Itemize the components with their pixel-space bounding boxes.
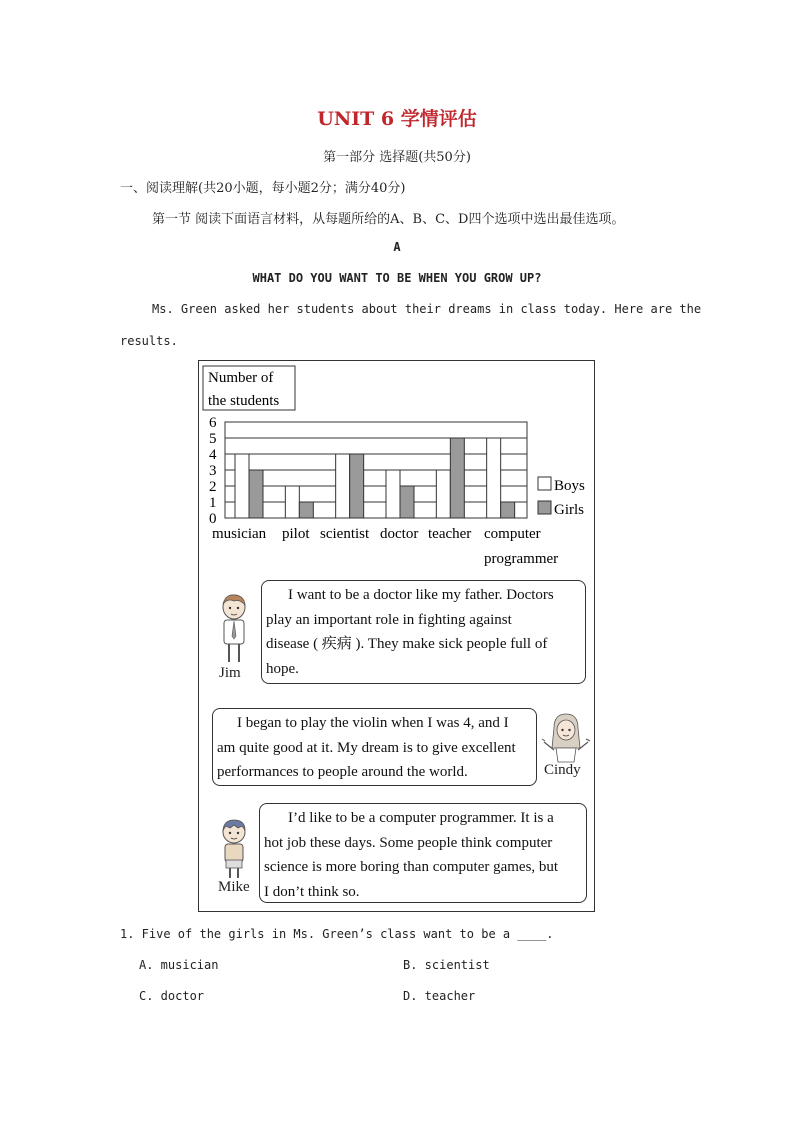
ylabel-line1: Number of xyxy=(208,370,274,386)
page-title: UNIT 6 学情评估 xyxy=(317,108,477,130)
x-category-label: computer xyxy=(484,526,541,542)
passage-heading: WHAT DO YOU WANT TO BE WHEN YOU GROW UP? xyxy=(252,271,542,285)
mike-avatar xyxy=(216,818,252,880)
ylabel-line2: the students xyxy=(208,393,280,409)
x-category-label: musician xyxy=(212,526,267,542)
option-a[interactable]: A. musician xyxy=(139,958,219,972)
bubble-line: I’d like to be a computer programmer. It is a xyxy=(288,810,554,826)
legend-label-boys: Boys xyxy=(554,478,585,494)
bubble-line: I don’t think so. xyxy=(264,883,360,900)
bar-girls-musician xyxy=(249,470,263,518)
legend-swatch-boys xyxy=(538,477,551,490)
legend-swatch-girls xyxy=(538,501,551,514)
bar-boys-teacher xyxy=(436,470,450,518)
section-heading: 一、阅读理解(共20小题，每小题2分；满分40分) xyxy=(120,181,406,196)
jim-avatar xyxy=(214,592,254,664)
speech-bubble-mike xyxy=(259,803,587,903)
bar-boys-musician xyxy=(235,454,249,518)
y-tick-label: 5 xyxy=(209,431,217,447)
passage-intro-line1: Ms. Green asked her students about their dreams in class today. Here are the xyxy=(152,302,702,316)
bubble-line: performances to people around the world. xyxy=(217,764,468,780)
speaker-name-jim: Jim xyxy=(219,665,241,681)
y-tick-label: 2 xyxy=(209,479,217,495)
passage-letter: A xyxy=(393,240,401,254)
bar-boys-pilot xyxy=(285,486,299,518)
subsection-instruction: 第一节 阅读下面语言材料，从每题所给的A、B、C、D四个选项中选出最佳选项。 xyxy=(152,212,625,227)
y-tick-label: 0 xyxy=(209,511,217,527)
x-category-label: teacher xyxy=(428,526,472,542)
bubble-line: play an important role in fighting against xyxy=(266,611,512,628)
bubble-line: hope. xyxy=(266,660,299,677)
bar-girls-teacher xyxy=(450,438,464,518)
bar-girls-doctor xyxy=(400,486,414,518)
speech-bubble-jim xyxy=(261,580,586,684)
question-stem: 1. Five of the girls in Ms. Green’s class want to be a ____. xyxy=(120,927,554,941)
part-heading: 第一部分 选择题(共50分) xyxy=(323,150,471,165)
bar-girls-pilot xyxy=(299,502,313,518)
bubble-line: I want to be a doctor like my father. Doctors xyxy=(288,587,554,603)
bubble-line: am quite good at it. My dream is to give excellent xyxy=(217,739,516,756)
legend-label-girls: Girls xyxy=(554,502,584,518)
bar-girls-scientist xyxy=(350,454,364,518)
x-category-label: pilot xyxy=(282,526,310,542)
bubble-line: science is more boring than computer games, but xyxy=(264,859,559,875)
option-b[interactable]: B. scientist xyxy=(403,958,490,972)
y-tick-label: 4 xyxy=(209,447,217,463)
speech-bubble-cindy xyxy=(212,708,537,786)
x-category-label: doctor xyxy=(380,526,419,542)
y-tick-label: 3 xyxy=(209,463,217,479)
bubble-line: disease ( 疾病 ). They make sick people full of xyxy=(266,636,548,652)
passage-intro-line2: results. xyxy=(120,334,178,348)
cindy-avatar xyxy=(540,712,592,764)
bar-boys-scientist xyxy=(336,454,350,518)
speaker-name-mike: Mike xyxy=(218,879,250,895)
x-category-label-line2: programmer xyxy=(484,551,559,567)
bar-girls-computer-programmer xyxy=(501,502,515,518)
option-c[interactable]: C. doctor xyxy=(139,989,205,1003)
option-d[interactable]: D. teacher xyxy=(403,989,476,1003)
y-tick-label: 6 xyxy=(209,415,217,431)
bar-boys-computer-programmer xyxy=(487,438,501,518)
bubble-line: hot job these days. Some people think computer xyxy=(264,834,553,851)
y-tick-label: 1 xyxy=(209,495,217,511)
bar-boys-doctor xyxy=(386,470,400,518)
x-category-label: scientist xyxy=(320,526,370,542)
bubble-line: I began to play the violin when I was 4, and I xyxy=(237,715,509,731)
speaker-name-cindy: Cindy xyxy=(544,762,581,778)
